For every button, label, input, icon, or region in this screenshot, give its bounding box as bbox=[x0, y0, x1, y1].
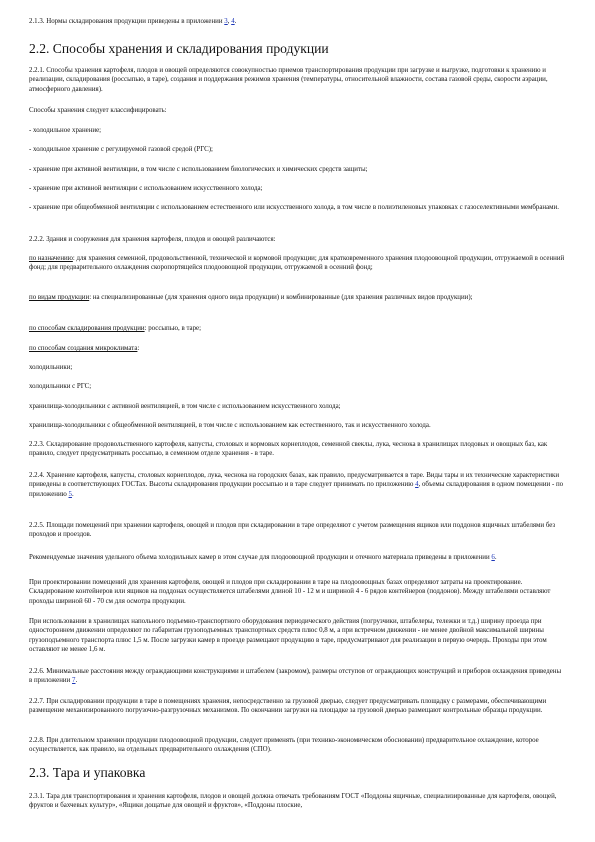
storage-class-item: - хранение при активной вентиляции, в том числе с использованием биологических и химических средств защиты; bbox=[29, 166, 368, 173]
storage-class-item: - хранение при активной вентиляции с использованием искусственного холода; bbox=[29, 185, 263, 192]
recommended-volume: Рекомендуемые значения удельного объема холодильных камер в этом случае для плодоовощной продукции и отечного материала приведены в приложении 6. bbox=[29, 554, 497, 561]
section-2-2-4: 2.2.4. Хранение картофеля, капусты, столовых корнеплодов, лука, чеснока на городских базах, как правило, предусматривается в таре. Виды тары и их технические характеристики приведены в соответствующих ГОСТах. Высоты складирования продукции россыпью и в таре следует принимать по приложению 4, объемы складирования в одном помещении - по приложению 5. bbox=[29, 472, 564, 498]
by-purpose: по назначению: для хранения семенной, продовольственной, технической и кормовой продукции; для кратковременного хранения плодоовощной продукции, отгружаемой в осенний фонд; для предварительного охлаждения скоропортящейся плодоовощной продукции, отгружаемой в осенний фонд; bbox=[29, 255, 565, 272]
section-2-2-6: 2.2.6. Минимальные расстояния между ограждающими конструкциями и штабелем (закромом), размеры отступов от ограждающих конструкций и приборов охлаждения приведены в приложении 7. bbox=[29, 668, 562, 685]
section-2-2-8: 2.2.8. При длительном хранении продукции плодоовощной продукции, следует применять (при технико-экономическом обосновании) предварительное охлаждение, которое осуществляется, как правило, на отдельных предварительного охлаждения (СПО). bbox=[29, 737, 539, 754]
design-paragraph: При проектировании помещений для хранения картофеля, овощей и плодов при складировании в таре на плодоовощных базах определяют затраты на проектирование. Складирование контейнеров или ящиков на поддонах осуществляется штабелями длиной 10 - 12 м и шириной 4 - 6 рядов контейнеров (поддонов). Между штабелями оставляют проходы шириной 60 - 70 см для осмотра продукции. bbox=[29, 579, 551, 605]
storage-class-item: - холодильное хранение с регулируемой газовой средой (РГС); bbox=[29, 146, 213, 153]
classify-intro: Способы хранения следует классифицировать: bbox=[29, 107, 167, 114]
heading-2-2: 2.2. Способы хранения и складирования продукции bbox=[29, 41, 329, 56]
appendix-4-link[interactable]: 4 bbox=[415, 481, 419, 489]
section-2-3-1: 2.3.1. Тара для транспортирования и хранения картофеля, плодов и овощей должна отвечать требованиям ГОСТ «Поддоны ящичные, специализированные для картофеля, овощей, фруктов и бахчевых культур», «Ящики дощатые для овощей и фруктов», «Поддоны плоские, bbox=[29, 793, 557, 810]
appendix-6-link[interactable]: 6 bbox=[491, 554, 495, 561]
loading-paragraph: При использовании в хранилищах напольного подъемно-транспортного оборудования периодического действия (погрузчики, штабелеры, тележки и т.д.) ширину проезда при одностороннем движении определяют по габаритам грузоподъемных транспортных средств плюс 0,8 м, а при встречном движении - не менее двойной максимальной ширины грузоподъемного транспорта плюс 1,5 м. После загрузки камер в проезде размещают продукцию в таре, предусматривают для реализации в первую очередь. Проходы при этом оставляют не менее 1,6 м. bbox=[29, 618, 547, 653]
by-product-type: по видам продукции: на специализированные (для хранения одного вида продукции) и комбинированные (для хранения различных видов продукции); bbox=[29, 294, 473, 301]
heading-2-3: 2.3. Тара и упаковка bbox=[29, 765, 146, 780]
appendix-7-link[interactable]: 7 bbox=[72, 677, 76, 685]
appendix-3-link[interactable]: 3 bbox=[224, 18, 228, 25]
section-2-2-2: 2.2.2. Здания и сооружения для хранения картофеля, плодов и овощей различаются: bbox=[29, 236, 276, 243]
section-2-1-3: 2.1.3. Нормы складирования продукции приведены в приложении 3, 4. bbox=[29, 18, 237, 25]
microclimate-type: холодильники; bbox=[29, 364, 73, 371]
section-2-2-7: 2.2.7. При складировании продукции в таре в помещениях хранения, непосредственно за грузовой дверью, следует предусматривать площадку с размерами, обеспечивающими размещение механизированного погрузочно-разгрузочных механизмов. По окончании загрузки на площадке за грузовой дверью размещают контрольные образцы продукции. bbox=[29, 698, 547, 715]
section-2-2-1: 2.2.1. Способы хранения картофеля, плодов и овощей определяются совокупностью приемов транспортирования продукции при загрузке и выгрузке, подготовки к хранению и реализации, складирования (россыпью, в таре), создания и поддержания режимов хранения (температуры, относительной влажности, состава газовой среды, скорости аэрации, атмосферного давления). bbox=[29, 67, 548, 93]
section-2-2-5: 2.2.5. Площади помещений при хранении картофеля, овощей и плодов при складировании в таре определяют с учетом размещения ящиков или поддонов ящичных штабелями без проходов и проездов. bbox=[29, 522, 556, 539]
appendix-4-link[interactable]: 4 bbox=[231, 18, 235, 25]
by-storage-method: по способам складирования продукции: россыпью, в таре; bbox=[29, 325, 202, 332]
microclimate-type: холодильники с РГС; bbox=[29, 383, 92, 390]
by-microclimate: по способам создания микроклимата: bbox=[29, 345, 140, 352]
storage-class-item: - холодильное хранение; bbox=[29, 127, 102, 134]
appendix-5-link[interactable]: 5 bbox=[68, 490, 72, 498]
microclimate-type: хранилища-холодильники с общеобменной вентиляцией, в том числе с использованием как естественного, так и искусственного холода. bbox=[29, 422, 431, 429]
microclimate-type: хранилища-холодильники с активной вентиляцией, в том числе с использованием искусственного холода; bbox=[29, 403, 341, 410]
storage-class-item: - хранение при общеобменной вентиляции с использованием естественного или искусственного холода, в том числе в полиэтиленовых упаковках с газоселективными мембранами. bbox=[29, 204, 559, 211]
section-2-2-3: 2.2.3. Складирование продовольственного картофеля, капусты, столовых и кормовых корнеплодов, семенной свеклы, лука, чеснока в хранилищах плодовых и овощных баз, как правило, следует предусматривать россыпью, в семенном отделе хранения - в таре. bbox=[29, 441, 548, 458]
